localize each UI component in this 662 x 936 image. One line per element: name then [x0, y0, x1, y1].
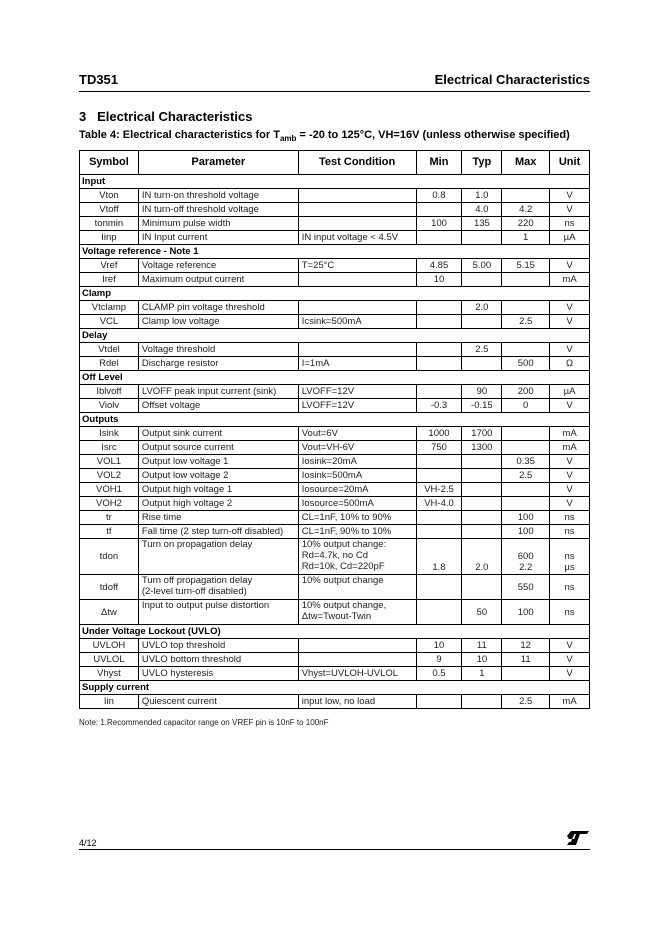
cell-max: 1	[502, 231, 550, 245]
cell-max: 0.35	[502, 455, 550, 469]
table-row	[80, 273, 590, 287]
cell-min	[416, 575, 462, 600]
table-row	[80, 600, 590, 625]
column-header-typ: Typ	[462, 151, 502, 175]
cell-symbol: Iin	[80, 695, 139, 709]
cell-unit: mA	[550, 441, 590, 455]
cell-test-condition: LVOFF=12V	[298, 399, 416, 413]
section-title: Input	[80, 175, 590, 189]
cell-parameter: Minimum pulse width	[138, 217, 298, 231]
cell-test-condition	[298, 203, 416, 217]
cell-test-condition	[298, 189, 416, 203]
cell-typ	[462, 695, 502, 709]
page-number: 4/12	[79, 838, 97, 848]
cell-min: 9	[416, 653, 462, 667]
cell-unit: V	[550, 203, 590, 217]
doc-id: TD351	[79, 72, 119, 87]
cell-unit: V	[550, 259, 590, 273]
cell-typ: 4.0	[462, 203, 502, 217]
cell-test-condition: Vout=VH-6V	[298, 441, 416, 455]
section-row	[80, 175, 590, 189]
cell-min	[416, 231, 462, 245]
table-row	[80, 667, 590, 681]
table-caption: Table 4: Electrical characteristics for $T_{amb} = -20$ to 125°C, VH=16V (unless otherwise specified)	[79, 129, 570, 144]
column-header-unit: Unit	[550, 151, 590, 175]
section-row	[80, 625, 590, 639]
cell-symbol: Vton	[80, 189, 139, 203]
cell-parameter: Offset voltage	[138, 399, 298, 413]
cell-test-condition: IN input voltage < 4.5V	[298, 231, 416, 245]
cell-typ	[462, 231, 502, 245]
cell-min: 100	[416, 217, 462, 231]
section-row	[80, 245, 590, 259]
section-row	[80, 287, 590, 301]
page-header	[79, 72, 590, 92]
cell-test-condition: CL=1nF, 10% to 90%	[298, 511, 416, 525]
table-row	[80, 653, 590, 667]
cell-typ: 1	[462, 667, 502, 681]
cell-typ	[462, 273, 502, 287]
cell-min: 0.8	[416, 189, 462, 203]
cell-symbol: tdoff	[80, 575, 139, 600]
cell-max: 100	[502, 525, 550, 539]
cell-min	[416, 301, 462, 315]
section-title: Voltage reference - Note 1	[80, 245, 590, 259]
cell-min	[416, 695, 462, 709]
cell-test-condition: T=25°C	[298, 259, 416, 273]
section-title: Clamp	[80, 287, 590, 301]
table-header-row	[80, 151, 590, 175]
cell-test-condition: CL=1nF, 90% to 10%	[298, 525, 416, 539]
cell-symbol: VOL2	[80, 469, 139, 483]
cell-unit: ns	[550, 511, 590, 525]
section-title: Delay	[80, 329, 590, 343]
table-row	[80, 217, 590, 231]
cell-unit: µA	[550, 231, 590, 245]
cell-unit: Ω	[550, 357, 590, 371]
cell-max: 220	[502, 217, 550, 231]
cell-max: 500	[502, 357, 550, 371]
cell-test-condition: Iosink=500mA	[298, 469, 416, 483]
cell-unit: ns	[550, 600, 590, 625]
cell-parameter: IN turn-off threshold voltage	[138, 203, 298, 217]
section-title: Outputs	[80, 413, 590, 427]
cell-unit: mA	[550, 273, 590, 287]
cell-min: -0.3	[416, 399, 462, 413]
section-row	[80, 413, 590, 427]
cell-symbol: UVLOL	[80, 653, 139, 667]
cell-test-condition	[298, 217, 416, 231]
cell-typ	[462, 315, 502, 329]
cell-max: 2.5	[502, 469, 550, 483]
cell-test-condition: 10% output change: Rd=4.7k, no Cd Rd=10k, Cd=220pF	[298, 539, 416, 575]
table-row	[80, 455, 590, 469]
cell-parameter: Quiescent current	[138, 695, 298, 709]
cell-typ: 1700	[462, 427, 502, 441]
table-row	[80, 575, 590, 600]
cell-typ	[462, 511, 502, 525]
cell-max	[502, 483, 550, 497]
cell-typ: 90	[462, 385, 502, 399]
column-header-symbol: Symbol	[80, 151, 139, 175]
cell-min: 10	[416, 273, 462, 287]
cell-test-condition: Vhyst=UVLOH-UVLOL	[298, 667, 416, 681]
column-header-max: Max	[502, 151, 550, 175]
cell-min: 0.5	[416, 667, 462, 681]
cell-symbol: Vtclamp	[80, 301, 139, 315]
cell-min: 1000	[416, 427, 462, 441]
table-row	[80, 639, 590, 653]
column-header-test-condition: Test Condition	[298, 151, 416, 175]
cell-parameter: UVLO top threshold	[138, 639, 298, 653]
cell-test-condition: Icsink=500mA	[298, 315, 416, 329]
cell-symbol: Vtdel	[80, 343, 139, 357]
cell-unit: V	[550, 483, 590, 497]
cell-parameter: Voltage threshold	[138, 343, 298, 357]
cell-unit: V	[550, 301, 590, 315]
cell-typ: 5.00	[462, 259, 502, 273]
cell-max	[502, 273, 550, 287]
table-row	[80, 357, 590, 371]
cell-typ	[462, 497, 502, 511]
cell-test-condition	[298, 273, 416, 287]
cell-parameter: Output low voltage 1	[138, 455, 298, 469]
header-section: Electrical Characteristics	[434, 72, 590, 87]
cell-min	[416, 343, 462, 357]
page-footer	[79, 836, 590, 850]
cell-unit: ns	[550, 217, 590, 231]
cell-min	[416, 203, 462, 217]
cell-max: 200	[502, 385, 550, 399]
cell-symbol: Δtw	[80, 600, 139, 625]
cell-parameter: Output low voltage 2	[138, 469, 298, 483]
cell-unit: V	[550, 189, 590, 203]
cell-parameter: Output source current	[138, 441, 298, 455]
cell-max	[502, 441, 550, 455]
cell-min: VH-2.5	[416, 483, 462, 497]
cell-parameter: Maximum output current	[138, 273, 298, 287]
cell-symbol: VOL1	[80, 455, 139, 469]
table-row	[80, 399, 590, 413]
cell-typ: 10	[462, 653, 502, 667]
cell-typ: 11	[462, 639, 502, 653]
cell-min	[416, 357, 462, 371]
table-row	[80, 231, 590, 245]
cell-unit: V	[550, 653, 590, 667]
section-title: Under Voltage Lockout (UVLO)	[80, 625, 590, 639]
section-row	[80, 681, 590, 695]
table-row	[80, 427, 590, 441]
section-title: Off Level	[80, 371, 590, 385]
cell-symbol: tf	[80, 525, 139, 539]
cell-parameter: Fall time (2 step turn-off disabled)	[138, 525, 298, 539]
cell-typ: 2.0	[462, 539, 502, 575]
table-row	[80, 511, 590, 525]
cell-parameter: LVOFF peak input current (sink)	[138, 385, 298, 399]
cell-test-condition: LVOFF=12V	[298, 385, 416, 399]
cell-symbol: tonmin	[80, 217, 139, 231]
cell-parameter: IN turn-on threshold voltage	[138, 189, 298, 203]
cell-parameter: Input to output pulse distortion	[138, 600, 298, 625]
cell-typ: 50	[462, 600, 502, 625]
table-row	[80, 259, 590, 273]
cell-unit: V	[550, 315, 590, 329]
cell-unit: V	[550, 639, 590, 653]
cell-symbol: Violv	[80, 399, 139, 413]
cell-typ: -0.15	[462, 399, 502, 413]
cell-min	[416, 385, 462, 399]
cell-unit: mA	[550, 695, 590, 709]
cell-max: 12	[502, 639, 550, 653]
cell-min	[416, 511, 462, 525]
cell-max: 100	[502, 600, 550, 625]
cell-min: VH-4.0	[416, 497, 462, 511]
cell-test-condition	[298, 653, 416, 667]
cell-test-condition: Iosink=20mA	[298, 455, 416, 469]
cell-parameter: Clamp low voltage	[138, 315, 298, 329]
cell-max: 11	[502, 653, 550, 667]
cell-symbol: Rdel	[80, 357, 139, 371]
cell-test-condition	[298, 343, 416, 357]
section-row	[80, 371, 590, 385]
cell-min	[416, 455, 462, 469]
cell-test-condition: Iosource=20mA	[298, 483, 416, 497]
cell-unit: ns	[550, 525, 590, 539]
cell-symbol: VOH2	[80, 497, 139, 511]
table-row	[80, 301, 590, 315]
cell-min	[416, 600, 462, 625]
table-row	[80, 343, 590, 357]
section-row	[80, 329, 590, 343]
cell-parameter: UVLO hysteresis	[138, 667, 298, 681]
cell-symbol: Iref	[80, 273, 139, 287]
cell-max	[502, 427, 550, 441]
cell-parameter: Turn off propagation delay (2-level turn-off disabled)	[138, 575, 298, 600]
cell-typ	[462, 483, 502, 497]
cell-typ: 1.0	[462, 189, 502, 203]
table-row	[80, 695, 590, 709]
cell-typ	[462, 455, 502, 469]
cell-max: 100	[502, 511, 550, 525]
cell-symbol: Isrc	[80, 441, 139, 455]
cell-symbol: VOH1	[80, 483, 139, 497]
cell-typ	[462, 525, 502, 539]
cell-min: 1.8	[416, 539, 462, 575]
cell-symbol: tdon	[80, 539, 139, 575]
cell-symbol: UVLOH	[80, 639, 139, 653]
table-row	[80, 315, 590, 329]
cell-parameter: UVLO bottom threshold	[138, 653, 298, 667]
cell-symbol: Vhyst	[80, 667, 139, 681]
cell-max: 2.5	[502, 695, 550, 709]
column-header-min: Min	[416, 151, 462, 175]
cell-parameter: CLAMP pin voltage threshold	[138, 301, 298, 315]
cell-max: 0	[502, 399, 550, 413]
cell-unit: V	[550, 399, 590, 413]
cell-typ	[462, 357, 502, 371]
cell-min: 750	[416, 441, 462, 455]
cell-typ: 2.0	[462, 301, 502, 315]
cell-unit: mA	[550, 427, 590, 441]
cell-parameter: Turn on propagation delay	[138, 539, 298, 575]
cell-test-condition	[298, 301, 416, 315]
cell-parameter: Rise time	[138, 511, 298, 525]
cell-unit: ns µs	[550, 539, 590, 575]
table-row	[80, 539, 590, 575]
cell-unit: V	[550, 497, 590, 511]
table-row	[80, 203, 590, 217]
cell-test-condition: 10% output change, Δtw=Twout-Twin	[298, 600, 416, 625]
table-note: Note: 1.Recommended capacitor range on VREF pin is 10nF to 100nF	[79, 718, 329, 727]
cell-symbol: Iblvoff	[80, 385, 139, 399]
cell-symbol: Isink	[80, 427, 139, 441]
table-row	[80, 483, 590, 497]
section-title: 3 Electrical Characteristics	[79, 109, 253, 124]
cell-max	[502, 667, 550, 681]
cell-parameter: Voltage reference	[138, 259, 298, 273]
cell-test-condition: Iosource=500mA	[298, 497, 416, 511]
cell-test-condition: 10% output change	[298, 575, 416, 600]
cell-symbol: tr	[80, 511, 139, 525]
table-row	[80, 189, 590, 203]
cell-max	[502, 343, 550, 357]
cell-max	[502, 301, 550, 315]
table-row	[80, 385, 590, 399]
cell-unit: ns	[550, 575, 590, 600]
table-row	[80, 441, 590, 455]
cell-max	[502, 497, 550, 511]
cell-min: 4.85	[416, 259, 462, 273]
cell-symbol: VCL	[80, 315, 139, 329]
cell-test-condition: input low, no load	[298, 695, 416, 709]
cell-test-condition: I=1mA	[298, 357, 416, 371]
cell-max: 2.5	[502, 315, 550, 329]
cell-typ: 135	[462, 217, 502, 231]
cell-symbol: Vtoff	[80, 203, 139, 217]
cell-symbol: Iinp	[80, 231, 139, 245]
cell-parameter: Output high voltage 2	[138, 497, 298, 511]
table-row	[80, 469, 590, 483]
st-logo-icon	[566, 830, 590, 846]
cell-parameter: Output sink current	[138, 427, 298, 441]
cell-min: 10	[416, 639, 462, 653]
column-header-parameter: Parameter	[138, 151, 298, 175]
cell-max: 5.15	[502, 259, 550, 273]
cell-unit: µA	[550, 385, 590, 399]
cell-unit: V	[550, 343, 590, 357]
cell-parameter: Discharge resistor	[138, 357, 298, 371]
table-row	[80, 497, 590, 511]
cell-unit: V	[550, 455, 590, 469]
cell-max: 600 2.2	[502, 539, 550, 575]
cell-typ: 2.5	[462, 343, 502, 357]
cell-max	[502, 189, 550, 203]
cell-typ	[462, 469, 502, 483]
table-row	[80, 525, 590, 539]
cell-min	[416, 525, 462, 539]
cell-unit: V	[550, 469, 590, 483]
cell-min	[416, 469, 462, 483]
cell-parameter: IN Input current	[138, 231, 298, 245]
cell-min	[416, 315, 462, 329]
cell-test-condition: Vout=6V	[298, 427, 416, 441]
electrical-characteristics-table	[79, 150, 590, 709]
cell-symbol: Vref	[80, 259, 139, 273]
cell-typ: 1300	[462, 441, 502, 455]
cell-max: 4.2	[502, 203, 550, 217]
cell-typ	[462, 575, 502, 600]
cell-parameter: Output high voltage 1	[138, 483, 298, 497]
section-title: Supply current	[80, 681, 590, 695]
cell-test-condition	[298, 639, 416, 653]
cell-max: 550	[502, 575, 550, 600]
cell-unit: V	[550, 667, 590, 681]
